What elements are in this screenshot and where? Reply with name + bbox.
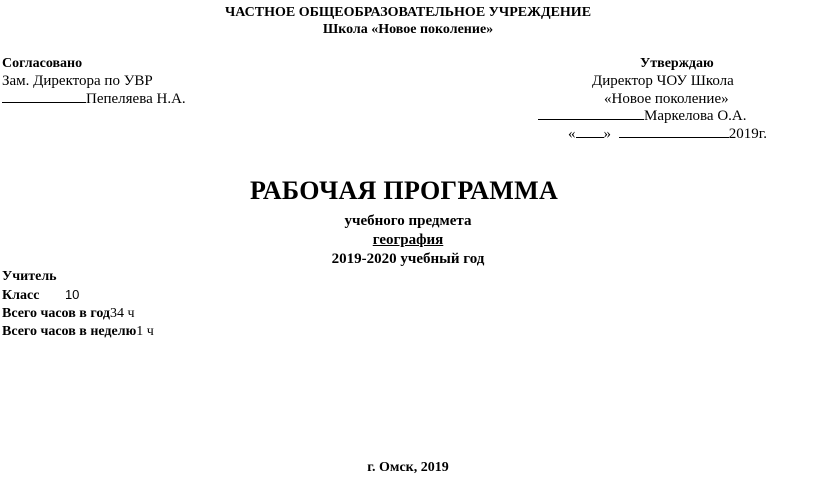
- doc-subtitle: учебного предмета: [344, 213, 472, 229]
- approve-date: [568, 125, 767, 143]
- approve-position: Директор ЧОУ Школа: [592, 73, 734, 89]
- approve-name: Маркелова О.А.: [644, 108, 747, 124]
- hours-week-label: Всего часов в неделю: [2, 324, 137, 339]
- month-line: [619, 125, 729, 138]
- signature-line: [2, 90, 86, 103]
- class-label: Класс: [2, 288, 40, 303]
- place-year: г. Омск, 2019: [367, 460, 449, 475]
- agreed-position: Зам. Директора по УВР: [2, 73, 153, 89]
- date-quote-close: »: [603, 126, 611, 142]
- hours-year-value: 34 ч: [110, 306, 135, 321]
- hours-week-value: 1 ч: [136, 324, 154, 339]
- org-name: ЧАСТНОЕ ОБЩЕОБРАЗОВАТЕЛЬНОЕ УЧРЕЖДЕНИЕ: [224, 5, 592, 20]
- hours-week-line: [2, 323, 154, 340]
- agreed-signature-line: [2, 90, 186, 108]
- teacher-label: Учитель: [2, 269, 57, 284]
- school-name: Школа «Новое поколение»: [322, 22, 494, 37]
- subject-name: география: [372, 232, 444, 248]
- approve-title: Утверждаю: [640, 56, 714, 71]
- class-line: [2, 286, 79, 304]
- date-year: 2019г.: [728, 126, 767, 142]
- class-value: 10: [64, 287, 80, 302]
- approve-school: «Новое поколение»: [604, 91, 729, 107]
- approve-signature-line: [538, 107, 747, 125]
- agreed-title: Согласовано: [2, 56, 83, 71]
- signature-line: [538, 107, 644, 120]
- hours-year-line: [2, 305, 135, 322]
- school-year: 2019-2020 учебный год: [331, 251, 485, 267]
- doc-title: РАБОЧАЯ ПРОГРАММА: [249, 176, 559, 205]
- hours-year-label: Всего часов в год: [2, 306, 111, 321]
- agreed-name: Пепеляева Н.А.: [86, 91, 186, 107]
- day-line: [576, 125, 604, 138]
- date-quote-open: «: [568, 126, 576, 142]
